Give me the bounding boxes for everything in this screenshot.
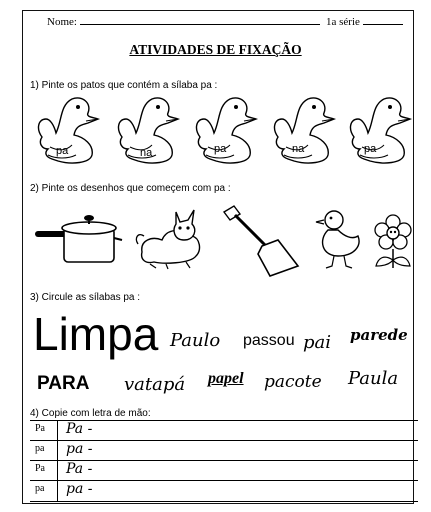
model-cell: Pa bbox=[30, 421, 58, 441]
grade-line bbox=[363, 14, 403, 25]
duck-4[interactable] bbox=[268, 95, 338, 167]
name-label: Nome: bbox=[47, 16, 77, 28]
word-pai[interactable]: pai bbox=[303, 332, 332, 353]
picture-flower[interactable] bbox=[370, 214, 416, 275]
gato-icon bbox=[132, 206, 212, 270]
duck-icon bbox=[190, 95, 260, 167]
name-field[interactable] bbox=[47, 14, 320, 28]
duck-syllable: na bbox=[140, 147, 153, 159]
copy-row[interactable] bbox=[30, 480, 418, 502]
picture-duckling[interactable] bbox=[312, 206, 368, 275]
word-vatapa[interactable]: vatapá bbox=[124, 374, 186, 395]
grade-label: 1a série bbox=[326, 16, 360, 28]
cursive-model: Pa - bbox=[66, 421, 93, 437]
word-papel[interactable]: papel bbox=[208, 370, 244, 387]
name-line bbox=[80, 14, 320, 25]
q2-prompt: 2) Pinte os desenhos que começem com pa : bbox=[30, 183, 231, 194]
word-paula[interactable]: Paula bbox=[348, 368, 399, 389]
duck-syllable: na bbox=[292, 143, 305, 155]
picture-pan[interactable] bbox=[34, 208, 126, 271]
pá-icon bbox=[218, 202, 302, 278]
duck-2[interactable] bbox=[112, 95, 182, 167]
picture-shovel[interactable] bbox=[218, 202, 302, 283]
duck-syllable: pa bbox=[56, 145, 69, 157]
duck-syllable: pa bbox=[214, 143, 227, 155]
q4-prompt: 4) Copie com letra de mão: bbox=[30, 408, 151, 419]
copy-row[interactable] bbox=[30, 440, 418, 461]
duck-3[interactable] bbox=[190, 95, 260, 167]
word-passou[interactable]: passou bbox=[243, 332, 295, 349]
copy-row[interactable] bbox=[30, 460, 418, 481]
page-title: ATIVIDADES DE FIXAÇÃO bbox=[129, 42, 302, 57]
model-cell: pa bbox=[30, 481, 58, 501]
cursive-model: Pa - bbox=[66, 461, 93, 477]
picture-cat[interactable] bbox=[132, 206, 212, 275]
duck-1[interactable] bbox=[32, 95, 102, 167]
duck-syllable: pa bbox=[364, 143, 377, 155]
pato-icon bbox=[312, 206, 368, 270]
word-pacote[interactable]: pacote bbox=[264, 372, 322, 392]
cursive-model: pa - bbox=[66, 441, 93, 457]
duck-icon bbox=[344, 95, 414, 167]
flor-icon bbox=[370, 214, 416, 270]
q3-prompt: 3) Circule as sílabas pa : bbox=[30, 292, 141, 303]
word-paulo[interactable]: Paulo bbox=[170, 330, 221, 351]
q1-prompt: 1) Pinte os patos que contém a sílaba pa : bbox=[30, 80, 218, 91]
cursive-model: pa - bbox=[66, 481, 93, 497]
duck-5[interactable] bbox=[344, 95, 414, 167]
model-cell: pa bbox=[30, 441, 58, 461]
word-para[interactable]: PARA bbox=[37, 373, 90, 394]
copy-table bbox=[30, 420, 418, 500]
copy-row[interactable] bbox=[30, 420, 418, 441]
grade-field[interactable] bbox=[326, 14, 403, 28]
duck-icon bbox=[268, 95, 338, 167]
word-limpa[interactable]: Limpa bbox=[33, 308, 159, 360]
word-parede[interactable]: parede bbox=[350, 326, 408, 344]
model-cell: Pa bbox=[30, 461, 58, 481]
panela-icon bbox=[34, 208, 126, 266]
